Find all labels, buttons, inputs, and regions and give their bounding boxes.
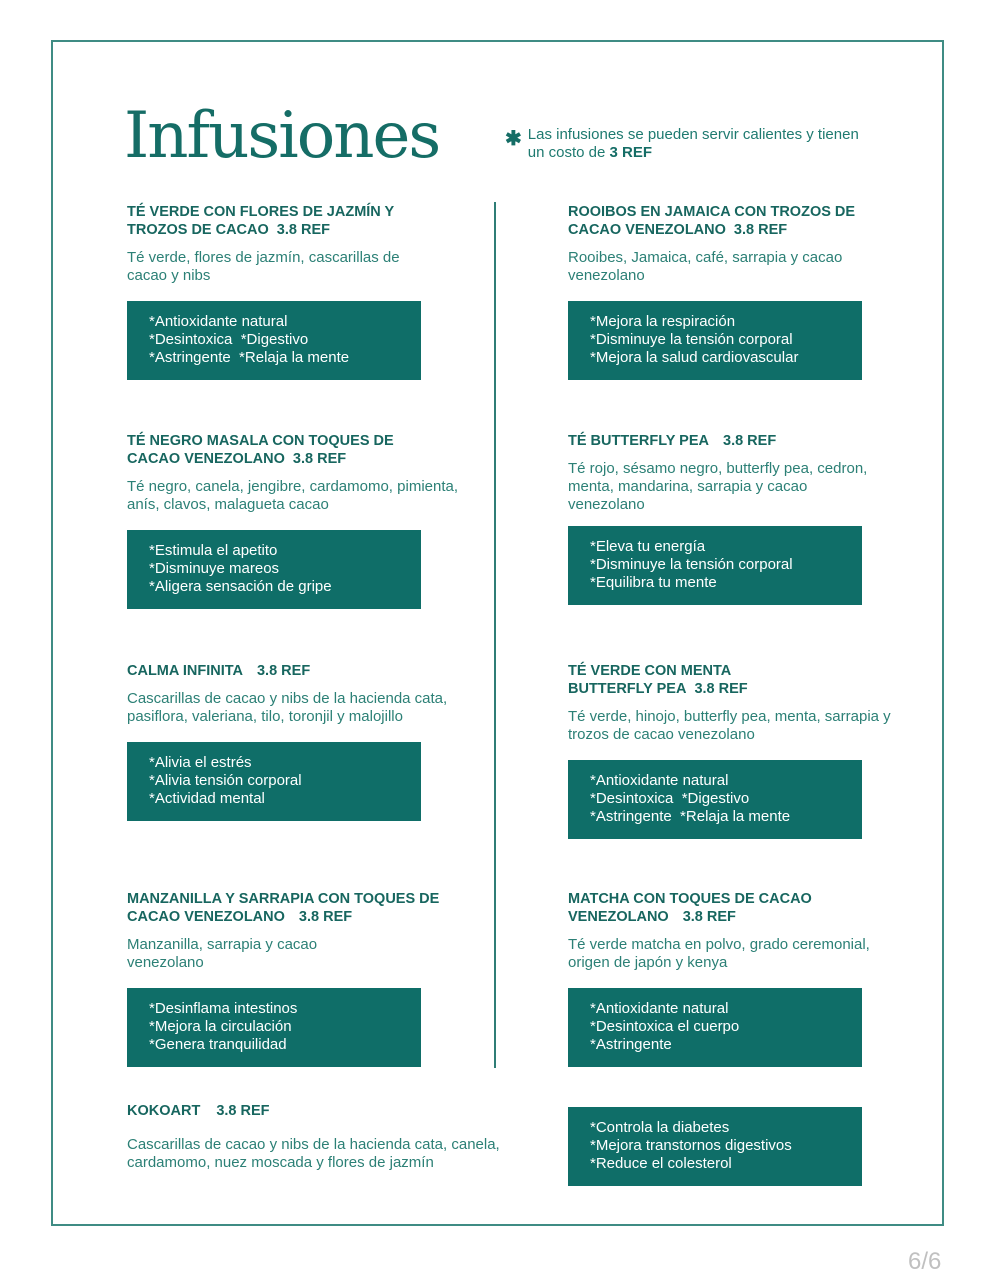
benefit: *Alivia el estrés bbox=[149, 754, 252, 771]
benefit: *Eleva tu energía bbox=[590, 538, 706, 555]
item-price: 3.8 REF bbox=[733, 222, 788, 238]
benefit: *Disminuye la tensión corporal bbox=[590, 556, 793, 573]
benefit: *Astringente bbox=[590, 1036, 672, 1053]
pricing-note-price: 3 REF bbox=[609, 144, 653, 161]
item-price: 3.8 REF bbox=[723, 433, 777, 449]
item-description: Té verde, flores de jazmín, cascarillas de cacao y nibs bbox=[127, 249, 400, 284]
item-price: 3.8 REF bbox=[256, 663, 311, 679]
menu-item bbox=[568, 662, 898, 839]
benefit: *Disminuye mareos bbox=[149, 560, 280, 577]
item-description: Té verde matcha en polvo, grado ceremonial, origen de japón y kenya bbox=[568, 936, 870, 971]
benefits-box bbox=[127, 530, 421, 609]
item-description: Cascarillas de cacao y nibs de la hacienda cata, pasiflora, valeriana, tilo, toronjil y malojillo bbox=[127, 690, 448, 725]
item-price: 3.8 REF bbox=[276, 222, 330, 238]
benefit: *Disminuye la tensión corporal bbox=[590, 331, 793, 348]
benefit: *Genera tranquilidad bbox=[149, 1036, 287, 1053]
item-price: 3.8 REF bbox=[216, 1103, 270, 1119]
benefit: *Antioxidante natural bbox=[590, 1000, 729, 1017]
item-title: MANZANILLA Y SARRAPIA CON TOQUES DE CACAO VENEZOLANO 3.8 REF bbox=[127, 891, 440, 925]
item-title: TÉ VERDE CON MENTA BUTTERFLY PEA 3.8 REF bbox=[568, 663, 748, 697]
benefit: *Alivia tensión corporal bbox=[149, 772, 302, 789]
benefit: *Desintoxica *Digestivo bbox=[149, 331, 309, 348]
item-title: KOKOART 3.8 REF bbox=[127, 1103, 270, 1119]
item-title: CALMA INFINITA 3.8 REF bbox=[127, 663, 311, 679]
column-divider bbox=[494, 202, 496, 1068]
menu-item bbox=[127, 203, 457, 380]
item-description: Manzanilla, sarrapia y cacao venezolano bbox=[127, 936, 318, 971]
benefits-box bbox=[568, 526, 862, 605]
benefit: *Antioxidante natural bbox=[590, 772, 729, 789]
menu-item bbox=[127, 662, 457, 821]
benefits-box bbox=[568, 301, 862, 380]
item-price: 3.8 REF bbox=[292, 451, 347, 467]
pricing-note bbox=[505, 126, 875, 162]
page-title: Infusiones bbox=[124, 99, 440, 173]
item-description: Té negro, canela, jengibre, cardamomo, pimienta, anís, clavos, malagueta cacao bbox=[127, 478, 459, 513]
item-price: 3.8 REF bbox=[694, 681, 748, 697]
item-title: TÉ NEGRO MASALA CON TOQUES DE CACAO VENEZOLANO 3.8 REF bbox=[127, 433, 394, 467]
benefit: *Controla la diabetes bbox=[590, 1119, 730, 1136]
benefit: *Astringente *Relaja la mente bbox=[590, 808, 791, 825]
benefits-box bbox=[568, 1107, 862, 1186]
benefit: *Mejora la circulación bbox=[149, 1018, 292, 1035]
menu-item bbox=[568, 432, 898, 605]
benefit: *Mejora transtornos digestivos bbox=[590, 1137, 792, 1154]
benefit: *Astringente *Relaja la mente bbox=[149, 349, 350, 366]
benefit: *Antioxidante natural bbox=[149, 313, 288, 330]
benefit: *Equilibra tu mente bbox=[590, 574, 717, 591]
asterisk-icon: ✱ bbox=[505, 128, 522, 150]
page-indicator: 6/6 bbox=[908, 1248, 942, 1275]
benefits-box bbox=[127, 301, 421, 380]
item-title: TÉ VERDE CON FLORES DE JAZMÍN Y TROZOS DE CACAO 3.8 REF bbox=[127, 204, 394, 238]
menu-item bbox=[127, 432, 472, 609]
item-price: 3.8 REF bbox=[682, 909, 736, 925]
item-description: Té rojo, sésamo negro, butterfly pea, cedron, menta, mandarina, sarrapia y cacao venezolano bbox=[568, 460, 868, 513]
item-description: Cascarillas de cacao y nibs de la hacienda cata, canela, cardamomo, nuez moscada y flores de jazmín bbox=[127, 1136, 500, 1171]
item-price: 3.8 REF bbox=[298, 909, 353, 925]
item-title: MATCHA CON TOQUES DE CACAO VENEZOLANO 3.8 REF bbox=[568, 891, 812, 925]
menu-item bbox=[568, 890, 898, 1067]
benefit: *Desinflama intestinos bbox=[149, 1000, 298, 1017]
benefit: *Desintoxica el cuerpo bbox=[590, 1018, 740, 1035]
menu-item bbox=[127, 890, 457, 1067]
benefits-box bbox=[127, 988, 421, 1067]
menu-item bbox=[568, 203, 898, 380]
item-title: ROOIBOS EN JAMAICA CON TROZOS DE CACAO VENEZOLANO 3.8 REF bbox=[568, 204, 856, 238]
benefit: *Aligera sensación de gripe bbox=[149, 578, 332, 595]
benefits-box bbox=[127, 742, 421, 821]
item-description: Té verde, hinojo, butterfly pea, menta, sarrapia y trozos de cacao venezolano bbox=[568, 708, 891, 743]
benefit: *Estimula el apetito bbox=[149, 542, 278, 559]
item-title: TÉ BUTTERFLY PEA 3.8 REF bbox=[568, 433, 777, 449]
benefit: *Mejora la respiración bbox=[590, 313, 736, 330]
item-description: Rooibes, Jamaica, café, sarrapia y cacao venezolano bbox=[568, 249, 843, 284]
benefit: *Desintoxica *Digestivo bbox=[590, 790, 750, 807]
menu-item bbox=[127, 1102, 527, 1172]
benefit: *Actividad mental bbox=[149, 790, 265, 807]
benefits-box bbox=[568, 988, 862, 1067]
benefits-box bbox=[568, 760, 862, 839]
pricing-note-text: Las infusiones se pueden servir calientes y tienen un costo de 3 REF bbox=[527, 126, 859, 161]
benefit: *Reduce el colesterol bbox=[590, 1155, 732, 1172]
benefit: *Mejora la salud cardiovascular bbox=[590, 349, 799, 366]
